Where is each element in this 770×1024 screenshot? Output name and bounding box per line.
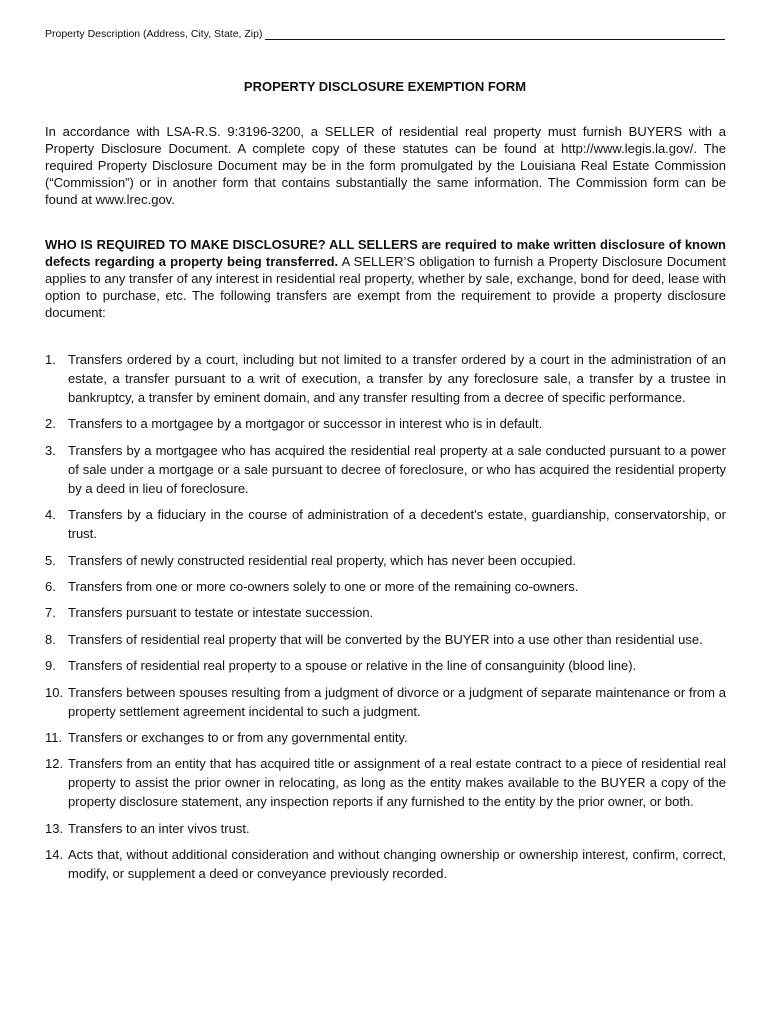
exemption-text: Acts that, without additional consideration and without changing ownership or ownership interest, confirm, correct, modify, or supplement a deed or conveyance previously recorded. [68,847,726,882]
exemption-text: Transfers by a fiduciary in the course of administration of a decedent's estate, guardianship, conservatorship, or trust. [68,507,726,542]
exemption-number: 7. [45,605,56,621]
exemption-text: Transfers to an inter vivos trust. [68,820,250,836]
exemption-item [45,505,726,543]
exemption-number: 4. [45,507,56,523]
exemption-item [45,683,726,721]
who-paragraph [45,236,726,321]
exemption-text: Transfers from an entity that has acquired title or assignment of a real estate contract to a piece of residential real property to assist the prior owner in relocating, as long as the entity makes available to the BUYER a copy of the property disclosure statement, any inspection reports if any furnished to the entity by the prior owner, or both. [68,756,726,810]
exemption-text: Transfers or exchanges to or from any governmental entity. [68,729,408,745]
exemption-item [45,845,726,883]
exemption-text: Transfers to a mortgagee by a mortgagor or successor in interest who is in default. [68,416,543,432]
property-description-blank[interactable] [265,28,725,40]
exemption-item [45,603,726,622]
exemption-text: Transfers of residential real property to a spouse or relative in the line of consanguinity (blood line). [68,658,637,674]
exemption-number: 12. [45,756,64,772]
property-description-label: Property Description (Address, City, State, Zip) [45,28,263,40]
exemption-text: Transfers of newly constructed residential real property, which has never been occupied. [68,552,576,568]
exemption-text: Transfers from one or more co-owners solely to one or more of the remaining co-owners. [68,578,579,594]
exemption-number: 9. [45,658,56,674]
exemption-item [45,577,726,596]
exemption-item [45,656,726,675]
exemption-item [45,441,726,498]
exemption-number: 6. [45,578,56,594]
exemption-number: 3. [45,442,56,458]
exemption-item [45,350,726,407]
exemption-text: Transfers pursuant to testate or intestate succession. [68,605,374,621]
exemption-number: 2. [45,416,56,432]
exemption-text: Transfers between spouses resulting from a judgment of divorce or a judgment of separate maintenance or from a property settlement agreement incidental to such a judgment. [68,684,726,719]
exemption-item [45,630,726,649]
exemption-number: 11. [45,729,63,745]
exemption-number: 1. [45,352,56,367]
exemption-number: 5. [45,552,56,568]
exemption-item [45,551,726,570]
property-description-line [45,28,725,40]
exemption-item [45,414,726,433]
exemption-list [45,350,726,890]
exemption-text: Transfers of residential real property that will be converted by the BUYER into a use other than residential use. [68,631,703,647]
exemption-number: 8. [45,631,56,647]
intro-paragraph: In accordance with LSA-R.S. 9:3196-3200, a SELLER of residential real property must furnish BUYERS with a Property Disclosure Document. A complete copy of these statutes can be found at http://www.legis.la.gov/. The required Property Disclosure Document may be in the form promulgated by the Louisiana Real Estate Commission (“Commission”) or in another form that contains substantially the same information. The Commission form can be found at www.lrec.gov. [45,124,726,207]
exemption-text: Transfers by a mortgagee who has acquired the residential real property at a sale conducted pursuant to a power of sale under a mortgage or a sale pursuant to decree of foreclosure, or who has acquired the residential property by a deed in lieu of foreclosure. [68,442,726,496]
exemption-item [45,819,726,838]
exemption-number: 10. [45,684,64,700]
who-body-text: A SELLER’S obligation to furnish a Property Disclosure Document applies to any transfer of any interest in residential real property, whether by sale, exchange, bond for deed, lease with option to purchase, etc. The following transfers are exempt from the requirement to provide a property disclosure document: [45,254,726,320]
exemption-text: Transfers ordered by a court, including but not limited to a transfer ordered by a court in the administration of an estate, a transfer pursuant to a writ of execution, a transfer by any foreclosure sale, a transfer by a trustee in bankruptcy, a transfer by eminent domain, and any transfer resulting from a decree of specific performance. [68,352,726,405]
who-heading-bold: WHO IS REQUIRED TO MAKE DISCLOSURE? ALL SELLERS are required to make written disclosure of known defects regarding a property being transferred. [45,237,726,269]
exemption-number: 13. [45,820,64,836]
exemption-number: 14. [45,847,64,863]
exemption-item [45,754,726,811]
form-title: PROPERTY DISCLOSURE EXEMPTION FORM [243,79,527,94]
exemption-item [45,728,726,747]
